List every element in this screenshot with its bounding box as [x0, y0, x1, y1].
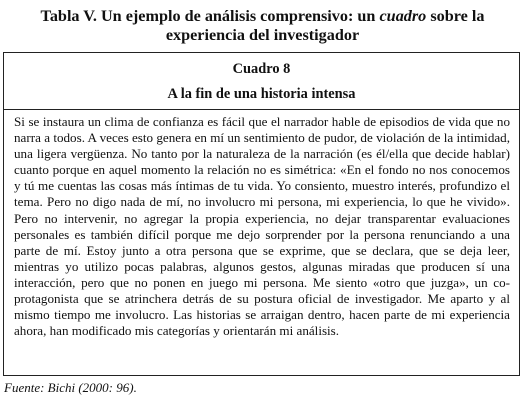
source-note: Fuente: Bichi (2000: 96).	[4, 380, 137, 395]
table-title-part1: Tabla V. Un ejemplo de análisis comprensivo: un	[40, 7, 380, 25]
cuadro-subtitle: A la fin de una historia intensa	[167, 86, 356, 102]
table-title-part2: sobre la experiencia del investigador	[165, 7, 485, 44]
cuadro-box	[3, 52, 520, 376]
cuadro-body-text: Si se instaura un clima de confianza es fácil que el narrador hable de episodios de vida que no narra a todos. A veces esto genera en mí un sentimiento de pudor, de violación de la intimidad, una ligera vergüenza. No tanto por la naturaleza de la narración (es él/ella que decide hablar) cuanto porque en aquel momento la relación no es simétrica: «En el fondo no nos conocemos y tú me cuentas las cosas más íntimas de tu vida. Yo consiento, muestro interés, profundizo el tema. Pero no digo nada de mí, no involucro mi persona, mi experiencia, lo que he vivido». Pero no intervenir, no agregar la propia experiencia, no dejar transparentar evaluaciones personales es también difícil porque me dejo sorprender por la persona renunciando a una parte de mí. Estoy junto a otra persona que se exprime, que se declara, que se deja leer, mientras yo utilizo pocas palabras, algunos gestos, algunas miradas que producen sí una interacción, pero que no ponen en juego mi persona. Me siento «otro que juzga», un co-protagonista que se atrinchera detrás de su postura oficial de investigador. Me aparto y al mismo tiempo me involucro. Las historias se arraigan dentro, hacen parte de mi experiencia ahora, han modificado mis categorías y orientarán mi análisis.	[14, 114, 510, 339]
table-title	[0, 7, 525, 45]
cuadro-label: Cuadro 8	[232, 61, 291, 77]
box-divider	[4, 109, 519, 110]
table-title-emphasis: cuadro	[379, 7, 427, 25]
